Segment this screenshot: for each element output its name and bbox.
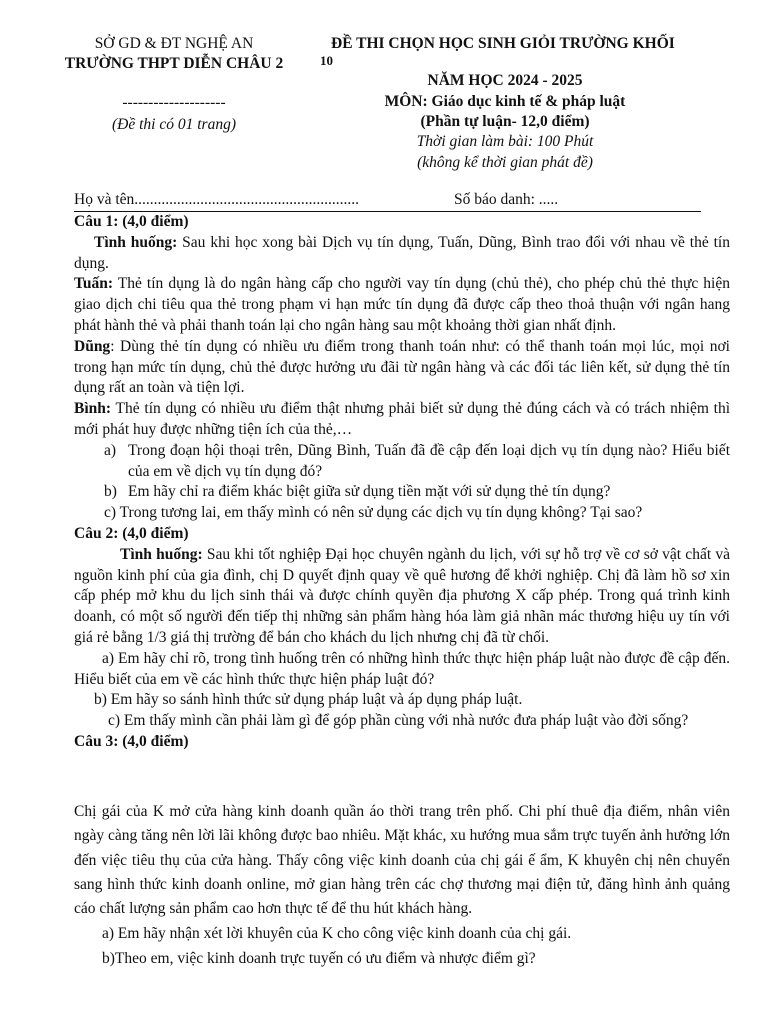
duration-note: (không kể thời gian phát đề) bbox=[417, 154, 593, 171]
speaker-tuan-text: Thẻ tín dụng là do ngân hàng cấp cho người vay tín dụng (chủ thẻ), cho phép chủ thẻ thực hiện giao dịch chi tiêu qua thẻ trong phạm vi hạn mức tín dụng đã được cấp theo thoả thuận với ngân hang phát hành thẻ và phải thanh toán lại cho ngân hàng sau một khoảng thời gian nhất định. bbox=[74, 275, 730, 334]
speaker-dung-label: Dũng bbox=[74, 337, 111, 355]
header-dashes: -------------------- bbox=[122, 94, 226, 111]
exam-title: ĐỀ THI CHỌN HỌC SINH GIỎI TRƯỜNG KHỐI bbox=[331, 35, 675, 52]
school-header bbox=[44, 34, 304, 135]
question-3-item-b: b)Theo em, việc kinh doanh trực tuyến có ưu điểm và nhược điểm gì? bbox=[102, 949, 536, 967]
situation-label: Tình huống: bbox=[94, 233, 178, 251]
exam-duration: Thời gian làm bài: 100 Phút bbox=[416, 133, 594, 150]
candidate-name-line: Họ và tên.......................................................... bbox=[74, 191, 360, 208]
speaker-tuan bbox=[74, 274, 730, 336]
question-2-situation bbox=[74, 545, 730, 649]
item-b-marker: b) bbox=[104, 483, 117, 501]
exam-part: (Phần tự luận- 12,0 điểm) bbox=[420, 113, 590, 130]
question-3-item-a: a) Em hãy nhận xét lời khuyên của K cho công việc kinh doanh của chị gái. bbox=[102, 925, 572, 943]
page-count-note: (Đề thi có 01 trang) bbox=[112, 116, 236, 133]
item-a-text: Trong đoạn hội thoại trên, Dũng Bình, Tuấn đã đề cập đến loại dịch vụ tín dụng nào? Hiểu biết của em về dịch vụ tín dụng đó? bbox=[128, 441, 730, 480]
question-3-title: Câu 3: (4,0 điểm) bbox=[74, 732, 189, 750]
school-name: TRƯỜNG THPT DIỄN CHÂU 2 bbox=[64, 55, 284, 72]
question-2-item-c: c) Em thấy mình cần phải làm gì để góp phần cùng với nhà nước đưa pháp luật vào đời sống? bbox=[108, 712, 689, 730]
question-3-body bbox=[74, 800, 730, 971]
question-1-situation bbox=[74, 233, 730, 275]
question-3-paragraph: Chị gái của K mở cửa hàng kinh doanh quần áo thời trang trên phố. Chi phí thuê địa điểm, nhân viên ngày càng tăng nên lời lãi không được bao nhiêu. Mặt khác, xu hướng mua sắm trực tuyến ảnh hưởng lớn đến việc tiêu thụ của cửa hàng. Thấy công việc kinh doanh của chị gái ế ẩm, K khuyên chị nên chuyển sang hình thức kinh doanh online, mở gian hàng trên các chợ thương mại điện tử, đăng hình ảnh quảng cáo chất lượng sản phẩm cao hơn thực tế để thu hút khách hàng. bbox=[74, 803, 730, 918]
question-2-title: Câu 2: (4,0 điểm) bbox=[74, 524, 189, 542]
situation-text: Sau khi học xong bài Dịch vụ tín dụng, Tuấn, Dũng, Bình trao đổi với nhau về thẻ tín dụng. bbox=[74, 233, 730, 272]
speaker-tuan-label: Tuấn: bbox=[74, 275, 114, 293]
question-1 bbox=[74, 212, 730, 753]
question-1-item-a bbox=[74, 441, 730, 483]
school-year: NĂM HỌC 2024 - 2025 bbox=[427, 72, 583, 89]
exam-title-grade: 10 bbox=[320, 53, 333, 68]
exam-info bbox=[330, 71, 680, 173]
question-1-title: Câu 1: (4,0 điểm) bbox=[74, 213, 189, 230]
item-a-marker: a) bbox=[104, 441, 117, 459]
speaker-dung-text: : Dùng thẻ tín dụng có nhiều ưu điểm trong thanh toán như: có thể thanh toán mọi lúc, mọi nơi trong hạn mức tín dụng, chủ thẻ được hưởng ưu đãi từ ngân hàng và các đối tác liên kết, sử dụng thẻ tín dụng rất an toàn và tiện lợi. bbox=[74, 337, 730, 397]
speaker-binh-label: Bình: bbox=[74, 400, 112, 418]
speaker-binh-text: Thẻ tín dụng có nhiều ưu điểm thật nhưng phải biết sử dụng thẻ đúng cách và có trách nhiệm thì mới phát huy được những tiện ích của thẻ,… bbox=[74, 400, 730, 438]
question-2-item-b: b) Em hãy so sánh hình thức sử dụng pháp luật và áp dụng pháp luật. bbox=[94, 691, 523, 709]
candidate-id-line: Số báo danh: ..... bbox=[454, 191, 559, 208]
subject-name: MÔN: Giáo dục kinh tế & pháp luật bbox=[384, 93, 626, 110]
question-1-item-b bbox=[74, 482, 730, 503]
situation-label: Tình huống: bbox=[120, 545, 203, 563]
department-name: SỞ GD & ĐT NGHỆ AN bbox=[94, 35, 254, 52]
speaker-binh bbox=[74, 399, 730, 441]
item-b-text: Em hãy chỉ ra điểm khác biệt giữa sử dụng tiền mặt với sử dụng thẻ tín dụng? bbox=[128, 483, 611, 501]
speaker-dung bbox=[74, 337, 730, 399]
question-1-item-c: c) Trong tương lai, em thấy mình có nên sử dụng các dịch vụ tín dụng không? Tại sao? bbox=[104, 504, 643, 522]
situation-text: Sau khi tốt nghiệp Đại học chuyên ngành du lịch, với sự hỗ trợ về cơ sở vật chất và nguồn kinh phí của gia đình, chị D quyết định quay về quê hương để khởi nghiệp. Chị đã làm hồ sơ xin cấp phép mở khu du lịch sinh thái và được chính quyền địa phương X cấp phép. Trong quá trình kinh doanh, có một số người đến tiếp thị những sản phẩm hàng hóa làm giả nhãn mác thương hiệu uy tín với giá rẻ bằng 1/3 giá thị trường để bán cho khách du lịch nhưng chị đã từ chối. bbox=[74, 545, 730, 646]
question-2-item-a: a) Em hãy chỉ rõ, trong tình huống trên có những hình thức thực hiện pháp luật nào được đề cập đến. Hiểu biết của em về các hình thức thực hiện pháp luật đó? bbox=[74, 649, 730, 688]
